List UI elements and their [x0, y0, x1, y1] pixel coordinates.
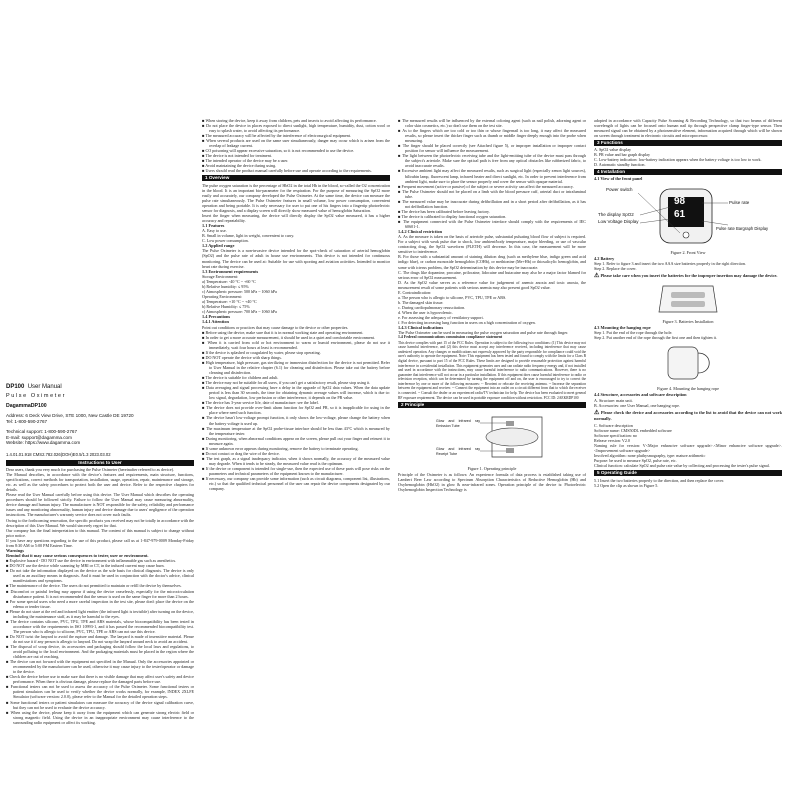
software-description [594, 423, 782, 468]
list-item-text: The device is suitable for children and adult. [205, 375, 279, 381]
bullet-icon: ■ [202, 375, 206, 381]
list-item [398, 128, 586, 143]
bullet-icon: ■ [6, 618, 11, 624]
column-2 [202, 118, 390, 758]
warning-text: Please check the device and accessories according to the list to avoid that the device can not work normally. [594, 409, 782, 421]
list-item-text: During monitoring, when abnormal conditions appear on the screen, please pull out your finger and reinsert it to measure again. [205, 435, 390, 446]
address-line: Address: 6 Deck View Drive, STE 1000, New Castle DE 19720 [6, 413, 134, 418]
bullet-icon: ■ [202, 354, 206, 360]
bullet-icon: ■ [202, 400, 206, 406]
list-item-text: High temperature, high pressure, gas sterilizing or immersion disinfection for the device is not permitted. Refer to User Manual in the relative chapter (6.1) for cleaning and disinfection. Please take out the battery before cleaning and disinfection. [205, 359, 390, 376]
list-item [6, 619, 194, 634]
warnings-heading: Warnings [6, 547, 24, 553]
structure-item: A. Structure: main unit. [594, 397, 633, 403]
subsection-title: 4.2 Battery [594, 255, 615, 261]
paragraph: Principle of the Oximeter is as follows: An experience formula of data process is established taking use of Lambert Beer Law according to Spectrum Absorption Characteristics of Reductive Hemoglobin (Hb) and Oxyhemoglobin (HbO2) in glow & near-infrared zones. Operation principle of the device is: Photoelectric Oxyhemoglobin Inspection Technology is [398, 471, 586, 492]
list-item [398, 270, 586, 280]
list-item [202, 385, 390, 400]
precaution-bullets [398, 118, 586, 229]
paragraph: The Pulse Oximeter is a non-invasive device intended for the spot-check of saturation of arterial hemoglobin (SpO2) and the pulse rate of adult in house use environments. This device is not intended for continuous monitoring. The device can be used at: Suitable for use with sporting and aviation activities. Intended to monitor heart rate during exercise. [202, 248, 390, 269]
bullet-icon: ■ [202, 138, 207, 144]
step-item: Step 2. Put another end of the rope through the first one and then tighten it. [594, 335, 717, 341]
bullet-icon: ■ [202, 450, 206, 456]
figure-operating-principle [432, 411, 552, 463]
list-item [398, 118, 586, 128]
power-switch-label: Power switch [606, 186, 633, 192]
list-item-text: The device does not provide over-limit alarm function for SpO2 and PR, so it is inapplicable for using in the place where need such function. [206, 405, 390, 416]
bullet-icon: ■ [202, 435, 206, 441]
bullet-icon: ■ [202, 123, 207, 129]
list-item-text: When it is carried from cold or hot environment to warm or humid environment, please do not use it immediately, wait four hours at least is recommended. [207, 339, 390, 350]
list-item [202, 466, 390, 476]
list-item-text: Before using the device, make sure that it is in normal working state and operating environment. [205, 329, 364, 335]
figure-front-view [598, 185, 778, 247]
list-item-text: C. Software description [594, 423, 633, 429]
warnings-list [6, 558, 194, 725]
receipt-tube-label: Glow and infrared ray Receipt Tube [436, 446, 480, 456]
list-item-text: c) Atmospheric pressure: 700 hPa ~ 1060 hPa [202, 309, 277, 315]
bullet-icon: ■ [6, 608, 10, 614]
figure-caption: Figure 3. Batteries Installation [662, 319, 714, 325]
step-item: Step 2. Replace the cover. [594, 265, 637, 271]
list-item-text: The device is not intended for treatment. [205, 153, 272, 159]
list-item-text: Explosive hazard - DO NOT use the device in environment with inflammable gas such as anesthetics. [9, 558, 177, 564]
bullet-icon: ■ [6, 558, 10, 564]
bullet-icon: ■ [202, 415, 206, 421]
list-item-text: b. The damaged skin tissue. [398, 299, 444, 305]
section-title-installation: 4 Installation [594, 169, 782, 175]
battery-warning [594, 273, 782, 279]
list-item-text: If some unknown error appears during monitoring, remove the battery to terminate operating. [205, 445, 359, 451]
figure-caption: Figure 4. Mounting the hanging rope [657, 386, 719, 392]
list-item-text: a. The person who is allergic to silicone, PVC, TPU, TPE or ABS. [398, 294, 507, 300]
column-1 [6, 383, 194, 800]
paragraph: The Manual describes, in accordance with the device's features and requirements, main structure, functions, specifications, correct methods for transportation, installation, usage, operation, repair, maintenance and storage, etc. as well as the safety procedures to protect both the user and device. Refer to the respective chapters for details. [6, 472, 194, 493]
list-item-text: If the device or component is intended for single-use, then the expected use of these parts will pose risks on the parameters and technical parameters of the equipment known to the manufacturer. [205, 465, 390, 476]
section-title-operating-guide: 5 Operating Guide [594, 470, 782, 476]
bullet-icon: ■ [202, 359, 206, 365]
figure-caption: Figure 1. Operating principle [467, 465, 517, 471]
paragraph: Insert the finger when measuring, the device will directly display the SpO2 value measured, it has a higher accuracy and repeatability. [202, 212, 390, 223]
list-item [202, 436, 390, 446]
list-item-text: Involved algorithm: none pluthysmography, type: mature arithmetic [594, 453, 706, 459]
readout-pr: 61 [674, 208, 686, 220]
list-item [6, 700, 194, 710]
list-item-text: Do not place the device in places exposed to direct sunlight, high temperature, humidity, dust, cotton wool or easy to splash water, to avoid affecting its performance. [206, 123, 390, 134]
list-item [6, 659, 194, 674]
list-item [6, 609, 194, 619]
list-item [6, 644, 194, 659]
list-item [398, 143, 586, 153]
bullet-icon: ■ [202, 168, 206, 174]
feature-item: B. Small in volume, light in weight, convenient to carry. [202, 233, 295, 239]
paragraph: Owing to the forthcoming renovation, the specific products you received may not be totally in accordance with the description of this User Manual. We would sincerely regret for that. [6, 517, 194, 528]
instructions-body [6, 467, 194, 725]
structure-item: B. Accessories: one User Manual, one hanging rope. [594, 402, 680, 408]
list-item-text: If necessary, our company can provide some information (such as circuit diagrams, component list, illustrations, etc.) so that the qualified technical personnel of the user can repair the device components designated by our company. [205, 476, 390, 492]
list-item-text: Excessive ambient light may affect the measured results, such as surgical light (especially xenon light sources), bilirubin lamp, fluorescent lamp, infrared heater and direct sunlight, etc. In order to prevent interference from ambient light, make sure to place the sensor properly and cover the sensor with opaque material. [401, 168, 586, 184]
list-item-text: Do NOT twist the lanyard to avoid the rupture and damage. The lanyard is made of insensitive material. Please do not use it if any person is allergic to lanyard. Do not wrap the lanyard around neck to avoid an accident. [9, 633, 194, 644]
battery-diagram [653, 282, 723, 316]
list-item-text: When using the device, please keep it away from the equipment which can generate strong electric field or strong magnetic field. Using the device in an inappropriate environment may cause interference to the surrounding radio equipment or affect its working. [10, 709, 194, 725]
list-item-text: D. As the SpO2 value serves as a reference value for judgement of anemic anoxia and toxic anoxia, the measurement result of some patients with serious anemia may also present good SpO2 value. [398, 279, 586, 290]
list-item [202, 426, 390, 436]
list-item-text: a) Temperature: +10 °C ~ +40 °C [202, 299, 257, 305]
clinical-restriction-list [398, 234, 586, 325]
list-item-text: Avoid maintaining the device during using. [205, 163, 277, 169]
paragraph: The Pulse Oximeter can be used in measuring the pulse oxygen saturation and pulse rate through finger. [398, 330, 569, 336]
list-item-text: Users should read the product manual carefully before use and operate according to the requirements. [205, 168, 372, 174]
environment-list [202, 274, 390, 314]
list-item-text: Software name: CMS50DL embedded software [594, 428, 672, 434]
list-item-text: d. When the user is hypovolemic. [398, 309, 453, 315]
list-item-text: b) Relative humidity: ≤ 95% [202, 283, 249, 289]
list-item-text: Purpose: be used to measure SpO2, pulse rate, etc. [594, 458, 677, 464]
model-name: DP100 [6, 384, 25, 390]
list-item-text: The device has been calibrated before leaving factory. [401, 208, 490, 214]
bullet-icon: ■ [398, 208, 402, 214]
list-item [6, 674, 194, 684]
list-item-text: The test graph, as a signal inadequacy indicator, when it shows normally, the accuracy of the measured value may degrade. When it tends to be steady, the measured value read is the optimum. [206, 455, 390, 466]
bullet-icon: ■ [398, 188, 403, 194]
bullet-icon: ■ [202, 465, 206, 471]
list-item [398, 280, 586, 290]
list-item-text: Functional testers can not be used to assess the accuracy of the Pulse Oximeter. Some functional testers or patient simulators can be used to verify whether the device works normally, for example, INDEX 2XLFE Simulator (software version: 2.0.0), please refer to the Manual for the detailed operation steps. [10, 684, 194, 700]
bullet-icon: ■ [6, 598, 10, 604]
rope-diagram [658, 343, 718, 383]
paragraph: Our company has the final interpretation to this manual. The content of this manual is subject to change without prior notice. [6, 527, 194, 538]
list-item-text: For some special users who need a more careful inspection in the test site, please don't place the device on the edema or tender tissue. [9, 598, 194, 609]
feature-item: C. Low power consumption. [202, 238, 249, 244]
bullet-icon: ■ [202, 405, 207, 411]
list-item-text: b) Relative Humidity: ≤ 75% [202, 304, 250, 310]
bullet-icon: ■ [6, 644, 11, 650]
list-item [398, 168, 586, 183]
fcc-text: This device complies with part 15 of the FCC Rules. Operation is subject to the following two conditions: (1) This device may not cause harmful interference, and (2) this device must accept any interference received, including interference that may cause undesired operation. Any changes or modifications not expressly approved by the party responsible for compliance could void the user's authority to operate the equipment. Note: This equipment has been tested and found to comply with the limits for a Class B digital device, pursuant to part 15 of the FCC Rules. These limits are designed to provide reasonable protection against harmful interference in a residential installation. This equipment generates uses and can radiate radio frequency energy and, if not installed and used in accordance with the instructions, may cause harmful interference to radio communications. However, there is no guarantee that interference will not occur in a particular installation. If this equipment does cause harmful interference to radio or television reception, which can be determined by turning the equipment off and on, the user is encouraged to try to correct the interference by one or more of the following measures: -- Reorient or relocate the receiving antenna. -- Increase the separation between the equipment and receiver. -- Connect the equipment into an outlet on a circuit different from that to which the receiver is connected. -- Consult the dealer or an experienced radio/TV technician for help. The device has been evaluated to meet general RF exposure requirement. The device can be used in portable exposure condition without restriction. FCC ID: 2AEKRDP100 [398, 340, 586, 400]
warning-icon: ⚠ [594, 272, 600, 279]
figure-rope [658, 343, 718, 383]
list-item-text: The device is calibrated to display functional oxygen saturation. [401, 213, 507, 219]
bullet-icon: ■ [202, 148, 206, 154]
list-item-text: a) Temperature: -40 °C ~ +60 °C [202, 278, 256, 284]
list-item-text: Check the device before use to make sure that there is no visible damage that may affect user's safety and device performance. When there is obvious damage, please replace the damaged parts before use. [9, 674, 194, 685]
section-title-principle: 2 Principle [398, 402, 586, 408]
bullet-icon: ■ [6, 659, 10, 665]
bullet-icon: ■ [202, 476, 206, 482]
section-title-instructions: Instructions to User [6, 460, 194, 466]
list-item [594, 443, 782, 453]
list-item-text: f. For detecting increasing lung function in users on a high concentration of oxygen. [398, 320, 536, 326]
bullet-icon: ■ [6, 588, 11, 594]
list-item-text: CO poisoning will appear excessive saturation, so it is not recommended to use the device. [205, 148, 355, 154]
attention-list [202, 330, 390, 492]
warning-icon: ⚠ [594, 409, 600, 416]
bullet-icon: ■ [6, 699, 11, 705]
doc-header [6, 383, 194, 458]
column-3 [398, 118, 586, 758]
paragraph: If you have any questions regarding to the use of this product, please call us at 1-847-979-0009 Monday-Friday from 8:30 AM to 5:00 PM Eastern Time. [6, 537, 194, 548]
warnings-lead: Remind that it may cause serious consequences to tester, user or environment. [6, 553, 149, 559]
list-item-text: Clinical function: calculate SpO2 and pulse rate value by collecting and processing the tester's pulse signal. [594, 463, 770, 469]
list-item-text: The device contains silicone, PVC, TPU, TPE and ABS materials, whose biocompatibility has been tested in accordance with the requirements in ISO 10993-1, and it has passed the recommended biocompatibility test. The person who is allergic to silicone, PVC, TPU, TPE or ABS can not use this device. [10, 618, 194, 634]
list-item [6, 568, 194, 583]
list-item-text: Release version: V2.0 [594, 438, 630, 444]
paragraph: adopted in accordance with Capacity Pulse Scanning & Recording Technology, so that two beams of different wavelength of lights can be focused onto human nail tip through perspective clamp finger-type sensor. Then measured signal can be obtained by a photosensitive element, information acquired through which will be shown on screen through treatment in electronic circuits and microprocessor. [594, 118, 782, 139]
step-item: Step 1. Put the end of the rope through the hole. [594, 330, 673, 336]
list-item-text: As to the fingers which are too cold or too thin or whose fingernail is too long, it may affect the measured results, so please insert the thicker finger such as thumb or middle finger deeply enough into the probe when measuring. [402, 128, 586, 144]
function-item: A. SpO2 value display [594, 147, 632, 153]
bullet-icon: ■ [202, 339, 208, 345]
list-item [398, 234, 586, 254]
bullet-icon: ■ [202, 385, 207, 391]
company-name: DagammaDP100 [6, 403, 47, 409]
bullet-icon: ■ [202, 158, 206, 164]
list-item-text: When storing the device, keep it away from children, pets and insects to avoid affecting its performance. [205, 118, 377, 123]
subsection-title: 1.4.3 Clinical indications [398, 325, 444, 331]
list-item-text: The maximum temperature at the SpO2 probe-tissue interface should be less than 43°C which is measured by the temperature tester. [206, 425, 390, 436]
list-item-text: Some functional testers or patient simulators can measure the accuracy of the device signal calibration curve, but they can not be used to evaluate the device accuracy. [10, 699, 194, 710]
step-item: Step 1. Refer to figure 3 and insert the two AAA size batteries properly in the right direction. [594, 260, 746, 266]
bullet-icon: ■ [398, 118, 403, 123]
list-item-text: The Pulse Oximeter should not be placed on a limb with the blood pressure cuff, arterial duct or intraluminal tube. [402, 188, 586, 199]
list-item-text: Naming rule for version: V<Major enhancive software upgrade>.<Minor enhancive software upgrade>.<Improvement software upgrade> [594, 443, 782, 454]
low-voltage-label: Low Voltage Display [598, 218, 639, 224]
bullet-icon: ■ [202, 425, 206, 431]
list-item-text: The measured results will be influenced by the external coloring agent (such as nail polish, adorning agent or color skin cosmetics, etc.) so don't use them on the test site. [402, 118, 586, 129]
list-item-text: The device hasn't low-voltage prompt function, it only shows the low-voltage, please change the battery when the battery voltage is used up. [205, 415, 390, 426]
subsection-title: 1.4.1 Attention [202, 319, 229, 325]
product-name: Pulse Oximeter [6, 393, 66, 399]
section-title-overview: 1 Overview [202, 175, 390, 181]
list-item [202, 168, 390, 173]
bullet-icon: ■ [6, 633, 10, 639]
list-item-text: Operating Environment: [202, 294, 242, 300]
function-item: B. PR value and bar graph display [594, 152, 651, 158]
list-item [6, 599, 194, 609]
list-item-text: If the device is splashed or coagulated by water, please stop operating. [205, 349, 321, 355]
pulse-rate-label: Pulse rate [729, 199, 750, 205]
doc-title [6, 383, 194, 391]
warning-text: Please take care when you insert the batteries for the improper insertion may damage the device. [600, 272, 778, 278]
list-item-text: Frequent movement (active or passive) of the subject or severe activity can affect the measured accuracy. [401, 183, 574, 189]
bullet-icon: ■ [202, 153, 206, 159]
list-item-text: The equipment connected with the Pulse Oximeter interface should comply with the requirements of IEC 60601-1. [402, 218, 586, 229]
subsection-title: 4.3 Mounting the hanging rope [594, 325, 651, 331]
bullet-icon: ■ [6, 709, 11, 715]
list-item [398, 199, 586, 209]
list-item-text: Data averaging and signal processing have a delay in the upgrade of SpO2 data values. When the data update period is less than 30 seconds, the time for obtaining dynamic average values will increase, which is due to: low signal, degradation, low perfusion or other interference, it depends on the PR value. [206, 385, 390, 401]
version-line: 1.4.01.01.918 CMS2.782.026(DOH)E0.5/1.3 2023.03.02 [6, 451, 111, 457]
list-item-text: A. As the measure is taken on the basis of arteriole pulse, substantial pulsating blood flow of subject is required. For a subject with weak pulse due to shock, low ambient/body temperature, major bleeding, or use of vascular contracting drug, the SpO2 waveform (PLETH) will decrease. In this case, the measurement will be more sensitive to interference. [398, 234, 586, 255]
fcc-title: 1.4 Federal communications commission compliance statement [398, 335, 503, 340]
precaution-bullets [202, 118, 390, 174]
tel-line: Tel: 1-800-590-2767 [6, 418, 48, 424]
list-item-text: Please do not stare at the red and infrared light emitter (the infrared light is invisible) after turning on the device, including the maintenance staff, as it may be harmful to the eyes. [9, 608, 194, 619]
feature-item: A. Easy to use. [202, 228, 227, 234]
step-item: 5.2 Open the clip as shown in Figure 5. [594, 482, 659, 488]
bullet-icon: ■ [202, 133, 206, 139]
bullet-icon: ■ [202, 349, 206, 355]
list-item-text: Do not contact or drag the wire of the device. [205, 450, 280, 456]
list-item-text: The finger should be placed correctly (see Attached figure 5), or improper installation or improper contact position for sensor will influence the measurement. [402, 143, 586, 154]
list-item [202, 476, 390, 491]
list-item-text: Software specification: no [594, 433, 637, 439]
bullet-icon: ■ [202, 445, 206, 451]
support-line: Technical support: 1-800-590-2767 [6, 429, 77, 435]
bullet-icon: ■ [202, 380, 206, 386]
list-item [6, 684, 194, 699]
figure-battery [653, 282, 723, 316]
list-item-text: Do not take the information displayed on the device as the sole basis for clinical diagnosis. The device is only used as an auxiliary means in diagnosis. And it must be used in conjunction with the doctor's advice, clinical manifestations and symptoms. [9, 568, 194, 584]
doc-type: User Manual [27, 384, 62, 390]
list-item-text: The disposal of scrap device, its accessories and packaging should follow the local laws and regulations, to avoid polluting to the local environment. And the packaging materials must be placed in the region where the children are out of reaching. [10, 644, 194, 660]
list-item-text: The intended operator of the device may be a user. [205, 158, 289, 164]
list-item [6, 589, 194, 599]
bullet-icon: ■ [202, 163, 206, 169]
bullet-icon: ■ [398, 153, 402, 159]
email-line: E-mail: support@dagamma.com [6, 434, 72, 440]
paragraph: Point out conditions or practices that may cause damage to the device or other properties. [202, 324, 349, 330]
list-item-text: Storage Environment: [202, 273, 239, 279]
list-item-text: The measured value may be inaccurate during defibrillation and in a short period after defibrillation, as it has not defibrillation function. [402, 198, 586, 209]
list-item-text: B. For those with a substantial amount of staining dilution drug (such as methylene blue, indigo green and acid indigo blue), or carbon monoxide hemoglobin (COHb), or methionine (Me+Hb) or thiosalicylic hemoglobin, and some with icterus problem, the SpO2 determination by this device may be inaccurate. [398, 254, 586, 270]
list-item [202, 360, 390, 375]
readout-spo2: 98 [674, 195, 686, 207]
list-item-text: The maintenance of the device. The users do not permitted to maintain or refill the device by themselves. [9, 583, 182, 589]
list-item [202, 138, 390, 148]
bullet-icon: ■ [398, 183, 402, 189]
bullet-icon: ■ [6, 563, 10, 569]
bullet-icon: ■ [202, 118, 206, 123]
function-item: C. Low-battery indication: low-battery indication appears when the battery voltage is too low to work. [594, 157, 762, 163]
subsection-title: 1.3 Environment requirements [202, 268, 259, 274]
list-item-text: The device has 3-year service life, date of manufacture: see the label. [205, 400, 319, 406]
figure-caption: Figure 2. Front View [670, 249, 706, 255]
subsection-title: 1.2 Applied range [202, 243, 235, 249]
bullet-icon: ■ [6, 684, 11, 690]
emission-tube-label: Glow and infrared ray Emission Tube [436, 418, 480, 428]
list-item [398, 254, 586, 269]
bullet-icon: ■ [202, 455, 207, 461]
list-item [398, 189, 586, 199]
bullet-icon: ■ [398, 168, 402, 174]
list-item-text: C. The drugs like dopamine, procaine, prilocaine, lidocaine and butacaine may also be a major factor blamed for serious error of SpO2 measurement. [398, 269, 586, 280]
list-item-text: The measured accuracy will be affected by the interference of electrosurgical equipment. [205, 133, 351, 139]
bullet-icon: ■ [398, 128, 403, 134]
bullet-icon: ■ [6, 583, 10, 589]
paragraph: Please read the User Manual carefully before using this device. The User Manual which describes the operating procedures should be followed strictly. Failure to follow the User Manual may cause measuring abnormality, device damage and human injury. The manufacturer is NOT responsible for the safety, reliability and performance issues and any monitoring abnormality, human injury and device damage due to users' negligence of the operation instructions. The manufacturer's warranty service does not cover such faults. [6, 492, 194, 518]
list-item-text: E. Contraindication: [398, 289, 432, 295]
list-item-text: When several products are used on the same user simultaneously, danger may occur which is arisen from the overlap of leakage current. [206, 138, 390, 149]
list-item [6, 710, 194, 725]
bullet-icon: ■ [202, 334, 206, 340]
list-item-text: e. For assessing the adequacy of ventilatory support. [398, 314, 484, 320]
bullet-icon: ■ [202, 329, 206, 335]
list-item [202, 123, 390, 133]
list-item [202, 340, 390, 350]
list-item-text: c. During cardiopulmonary resuscitation. [398, 304, 466, 310]
bullet-icon: ■ [398, 218, 403, 224]
bullet-icon: ■ [398, 213, 402, 219]
list-item-text: The device can not forward with the equipment not specified in the Manual. Only the accessories appointed or recommended by the manufacturer can be used, otherwise it may cause injury to the tester/operator or damage to the device. [9, 659, 194, 675]
website-line: Website: https://www.dagamma.com [6, 440, 81, 446]
spo2-display-label: The display SpO2 [598, 211, 634, 217]
list-item-text: The device may not be suitable for all users, if you can't get a satisfactory result, please stop using it. [205, 380, 371, 386]
accessories-warning [594, 410, 782, 421]
list-item [594, 463, 782, 468]
list-item-text: c) Atmospheric pressure: 500 hPa ~ 1060 hPa [202, 288, 277, 294]
bullet-icon: ■ [6, 568, 10, 574]
list-item-text: In order to get a more accurate measurement, it should be used in a quiet and comfortable environment. [205, 334, 375, 340]
paragraph: Dear users, thank you very much for purchasing the Pulse Oximeter (hereinafter referred to as device). [6, 467, 175, 473]
subsection-title: 1.4 Precautions [202, 314, 231, 320]
bullet-icon: ■ [6, 674, 10, 680]
function-item: D. Automatic standby function. [594, 162, 646, 168]
bullet-icon: ■ [398, 143, 403, 149]
paragraph: The pulse oxygen saturation is the percentage of HbO2 in the total Hb in the blood, so-called the O2 concentration in the blood. It is an important bio-parameter for the respiration. For the purpose of measuring the SpO2 more easily and accurately, our company developed the Pulse Oximeter. At the same time, the device can measure the pulse rate simultaneously. The Pulse Oximeter features in small volume, low power consumption, convenient operation and being portable. It is only necessary for user to put one of his fingers into a fingertip photoelectric sensor for diagnosis, and a display screen will directly show measured value of hemoglobin Saturation. [202, 182, 390, 213]
subsection-title: 1.4.2 Clinical restriction [398, 229, 443, 235]
step-item: 5.1 Insert the two batteries properly to the direction, and then replace the cover. [594, 477, 725, 483]
list-item [202, 456, 390, 466]
section-title-functions: 3 Functions [594, 140, 782, 146]
list-item [398, 219, 586, 229]
list-item [6, 634, 194, 644]
list-item [202, 405, 390, 415]
subsection-title: 1.1 Features [202, 222, 225, 228]
list-item [202, 415, 390, 425]
list-item [398, 153, 586, 168]
subsection-title: 4.1 View of the front panel [594, 176, 643, 182]
bullet-icon: ■ [398, 198, 403, 204]
column-4 [594, 118, 782, 758]
list-item-text: DO NOT use the device while scanning by MRI or CT, in the induced current may cause burn. [9, 563, 165, 569]
list-item-text: DO NOT operate the device with sharp things. [205, 354, 282, 360]
pulse-bargraph-label: Pulse rate Bargraph Display [716, 225, 769, 231]
list-item-text: Discomfort or painful feeling may appear if using the device ceaselessly, especially for the microcirculation disturbance patient. It is not recommended that the sensor is used on the same finger for more than 2 hours. [10, 588, 194, 599]
list-item-text: The light between the photoelectric receiving tube and the light-emitting tube of the device must pass through the subject's arteriole. Make sure the optical path is free from any optical obstacles like rubberized fabric, to avoid inaccurate results. [401, 153, 586, 169]
subsection-title: 4.4 Structure, accessories and software description [594, 392, 687, 398]
